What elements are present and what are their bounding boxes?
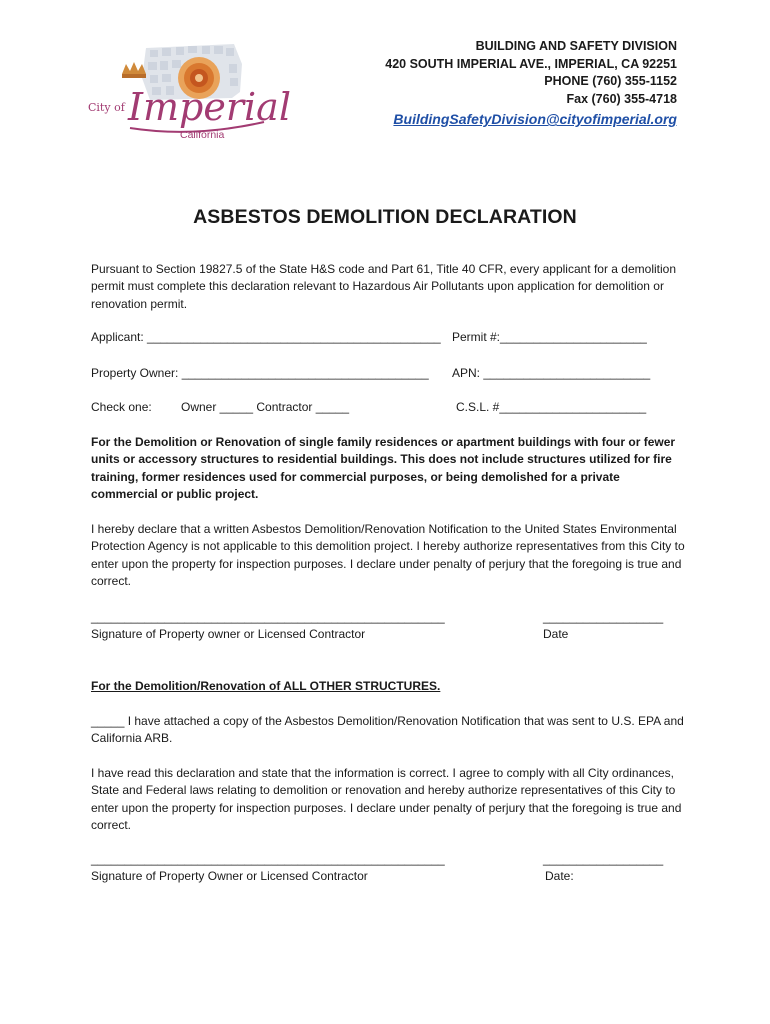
owner-contractor-choice[interactable]: Owner _____ Contractor _____: [181, 400, 350, 414]
crown-icon: [122, 62, 146, 78]
section2-declaration: I have read this declaration and state that the information is correct. I agree to comply with all City ordinances, State and Federal laws relating to demolition or renovation and hereby authorize representatives of this City to enter upon the property for inspection purposes. I declare under penalty of perjury that the foregoing is true and correct.: [91, 766, 682, 833]
check-one-row: [91, 400, 685, 418]
section2-attached-statement[interactable]: _____ I have attached a copy of the Asbestos Demolition/Renovation Notification that was sent to U.S. EPA and California ARB.: [91, 714, 684, 746]
section2-signature-label: Signature of Property Owner or Licensed Contractor: [91, 869, 368, 883]
division-header: [385, 38, 677, 129]
section1-heading: For the Demolition or Renovation of single family residences or apartment buildings with four or fewer units or accessory structures to residential buildings. This does not include structures utilized for fire training, former residences used for commercial purposes, or being demolished for a private commercial or public project.: [91, 435, 676, 502]
property-owner-field[interactable]: Property Owner: _____________________________________: [91, 366, 429, 380]
permit-field[interactable]: Permit #:______________________: [452, 330, 647, 344]
check-one-label: Check one:: [91, 400, 152, 414]
applicant-row: [91, 330, 685, 348]
apn-field[interactable]: APN: _________________________: [452, 366, 651, 380]
section1-date-label: Date: [543, 627, 569, 641]
section1-date-line[interactable]: __________________: [543, 610, 664, 624]
section1-declaration: I hereby declare that a written Asbestos Demolition/Renovation Notification to the United States Environmental Protection Agency is not applicable to this demolition project. I hereby authorize representatives from this City to enter upon the property for inspection purposes. I declare under penalty of perjury that the foregoing is true and correct.: [91, 522, 685, 589]
division-address: 420 SOUTH IMPERIAL AVE., IMPERIAL, CA 92251: [385, 56, 677, 71]
section1-signature-line[interactable]: _____________________________________________________: [91, 610, 445, 624]
division-email-link[interactable]: BuildingSafetyDivision@cityofimperial.org: [393, 111, 677, 127]
applicant-field[interactable]: Applicant: ____________________________________________: [91, 330, 441, 344]
document-title: ASBESTOS DEMOLITION DECLARATION: [193, 206, 577, 228]
intro-paragraph: Pursuant to Section 19827.5 of the State H&S code and Part 61, Title 40 CFR, every applicant for a demolition permit must complete this declaration relevant to Hazardous Air Pollutants upon application for demolition or renovation permit.: [91, 262, 677, 311]
logo-city-of: City of: [88, 101, 125, 114]
division-name: BUILDING AND SAFETY DIVISION: [475, 39, 677, 53]
owner-row: [91, 366, 685, 384]
section2-date-line[interactable]: __________________: [543, 852, 664, 866]
section2-signature-line[interactable]: _____________________________________________________: [91, 852, 445, 866]
logo-state: California: [180, 129, 225, 141]
division-phone: PHONE (760) 355-1152: [544, 74, 677, 88]
city-of-imperial-logo: [84, 34, 291, 152]
logo-name: Imperial: [128, 85, 291, 129]
section2-date-label: Date:: [545, 869, 574, 883]
division-fax: Fax (760) 355-4718: [566, 91, 677, 106]
section2-heading-wrap: [91, 678, 685, 695]
section1-signature-label: Signature of Property owner or Licensed Contractor: [91, 627, 366, 641]
section2-heading: For the Demolition/Renovation of ALL OTHER STRUCTURES.: [91, 679, 441, 693]
csl-field[interactable]: C.S.L. #______________________: [456, 400, 647, 414]
